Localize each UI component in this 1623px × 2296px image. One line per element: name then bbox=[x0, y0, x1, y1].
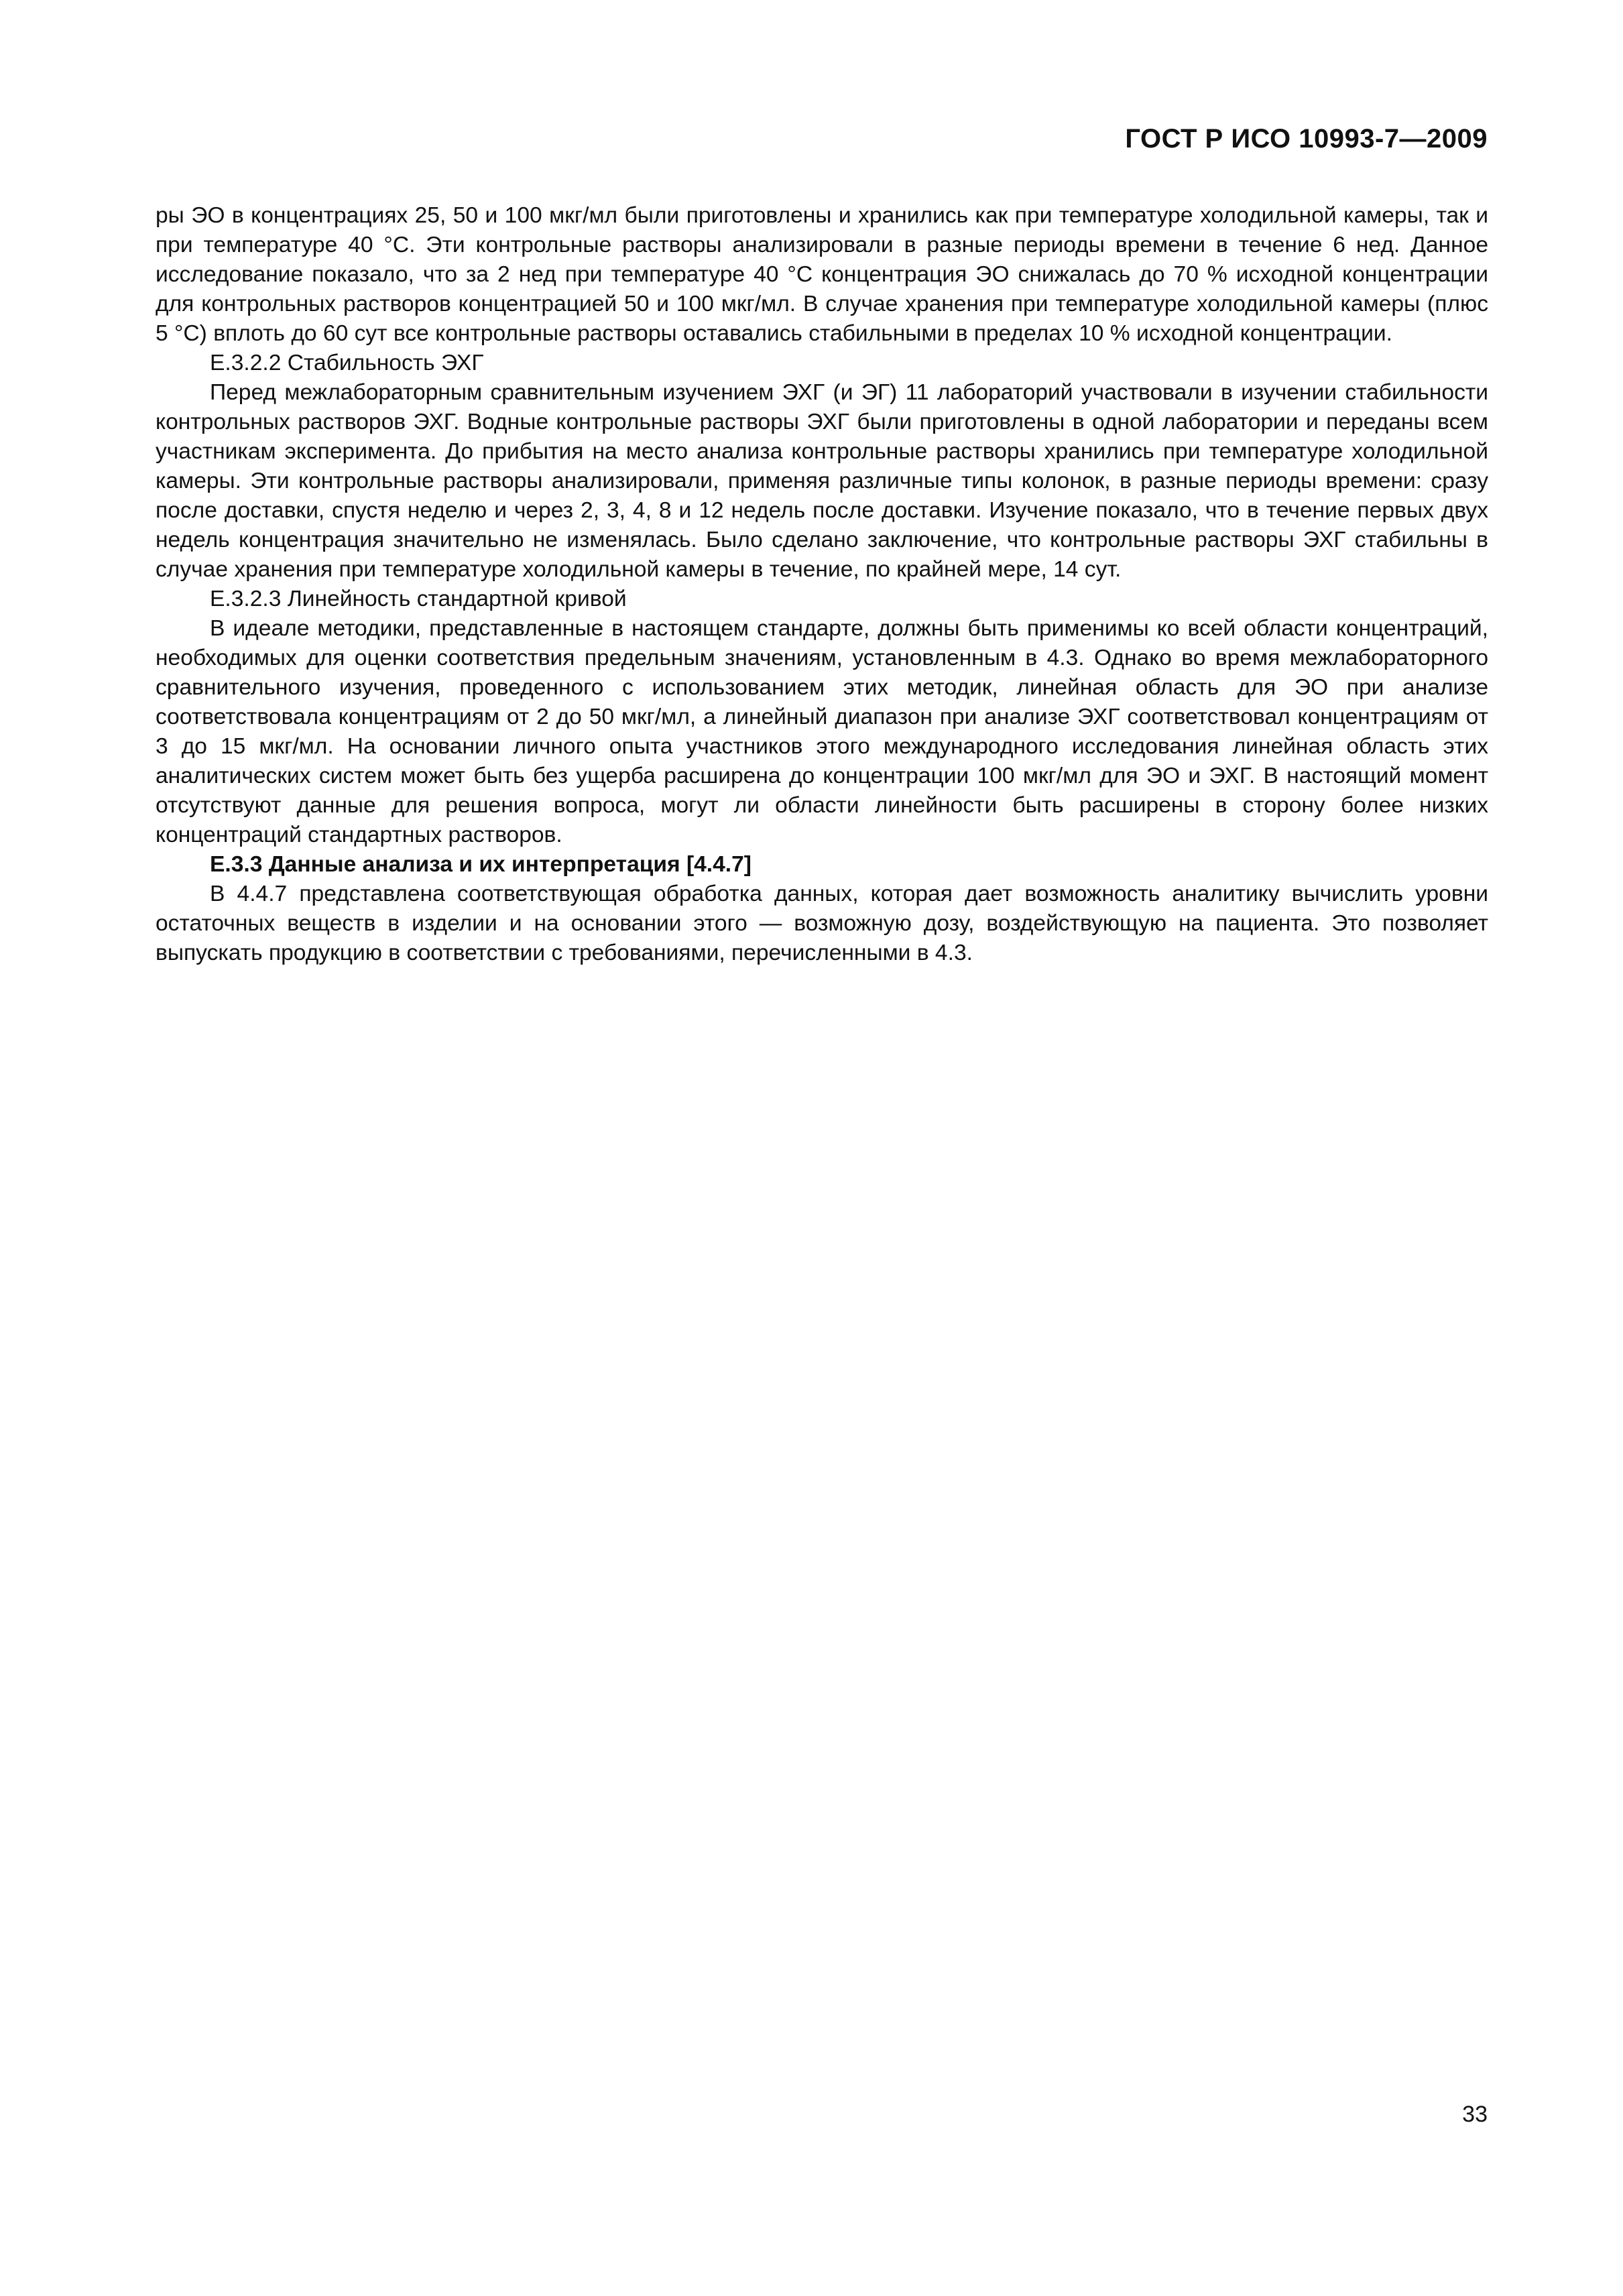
section-heading-e323: Е.3.2.3 Линейность стандартной кривой bbox=[210, 587, 627, 611]
document-header-id: ГОСТ Р ИСО 10993-7—2009 bbox=[1125, 124, 1488, 154]
paragraph-linearity: В идеале методики, представленные в настоящем стандарте, должны быть применимы ко всей области концентраций, необходимых для оценки соответствия предельным значениям, установленным в 4.3. Однако во время межлабораторного сравнительного изучения, проведенного с использованием этих методик, линейная область для ЭО при анализе соответствовала концентрациям от 2 до 50 мкг/мл, а линейный диапазон при анализе ЭХГ соответствовал концентрациям от 3 до 15 мкг/мл. На основании личного опыта участников этого международного исследования линейная область этих аналитических систем может быть без ущерба расширена до концентрации 100 мкг/мл для ЭО и ЭХГ. В настоящий момент отсутствуют данные для решения вопроса, могут ли области линейности быть расширены в сторону более низких концентраций стандартных растворов. bbox=[156, 616, 1488, 847]
paragraph-data-interpretation: В 4.4.7 представлена соответствующая обработка данных, которая дает возможность аналитику вычислить уровни остаточных веществ в изделии и на основании этого — возможную дозу, воздействующую на пациента. Это позволяет выпускать продукцию в соответствии с требованиями, перечисленными в 4.3. bbox=[156, 882, 1488, 965]
paragraph-ekhg-stability: Перед межлабораторным сравнительным изучением ЭХГ (и ЭГ) 11 лабораторий участвовали в изучении стабильности контрольных растворов ЭХГ. Водные контрольные растворы ЭХГ были приготовлены в одной лаборатории и переданы всем участникам эксперимента. До прибытия на место анализа контрольные растворы хранились при температуре холодильной камеры. Эти контрольные растворы анализировали, применяя различные типы колонок, в разные периоды времени: сразу после доставки, спустя неделю и через 2, 3, 4, 8 и 12 недель после доставки. Изучение показало, что в течение первых двух недель концентрация значительно не изменялась. Было сделано заключение, что контрольные растворы ЭХГ стабильны в случае хранения при температуре холодильной камеры в течение, по крайней мере, 14 сут. bbox=[156, 380, 1488, 582]
paragraph-eo-stability-continued: ры ЭО в концентрациях 25, 50 и 100 мкг/мл были приготовлены и хранились как при температуре холодильной камеры, так и при температуре 40 °С. Эти контрольные растворы анализировали в разные периоды времени в течение 6 нед. Данное исследование показало, что за 2 нед при температуре 40 °С концентрация ЭО снижалась до 70 % исходной концентрации для контрольных растворов концентрацией 50 и 100 мкг/мл. В случае хранения при температуре холодильной камеры (плюс 5 °С) вплоть до 60 сут все контрольные растворы оставались стабильными в пределах 10 % исходной концентрации. bbox=[156, 203, 1488, 346]
section-heading-e33: Е.3.3 Данные анализа и их интерпретация [4.4.7] bbox=[210, 852, 752, 877]
page-number: 33 bbox=[1462, 2102, 1488, 2127]
section-heading-e322: Е.3.2.2 Стабильность ЭХГ bbox=[210, 351, 484, 375]
document-body bbox=[156, 201, 1488, 968]
